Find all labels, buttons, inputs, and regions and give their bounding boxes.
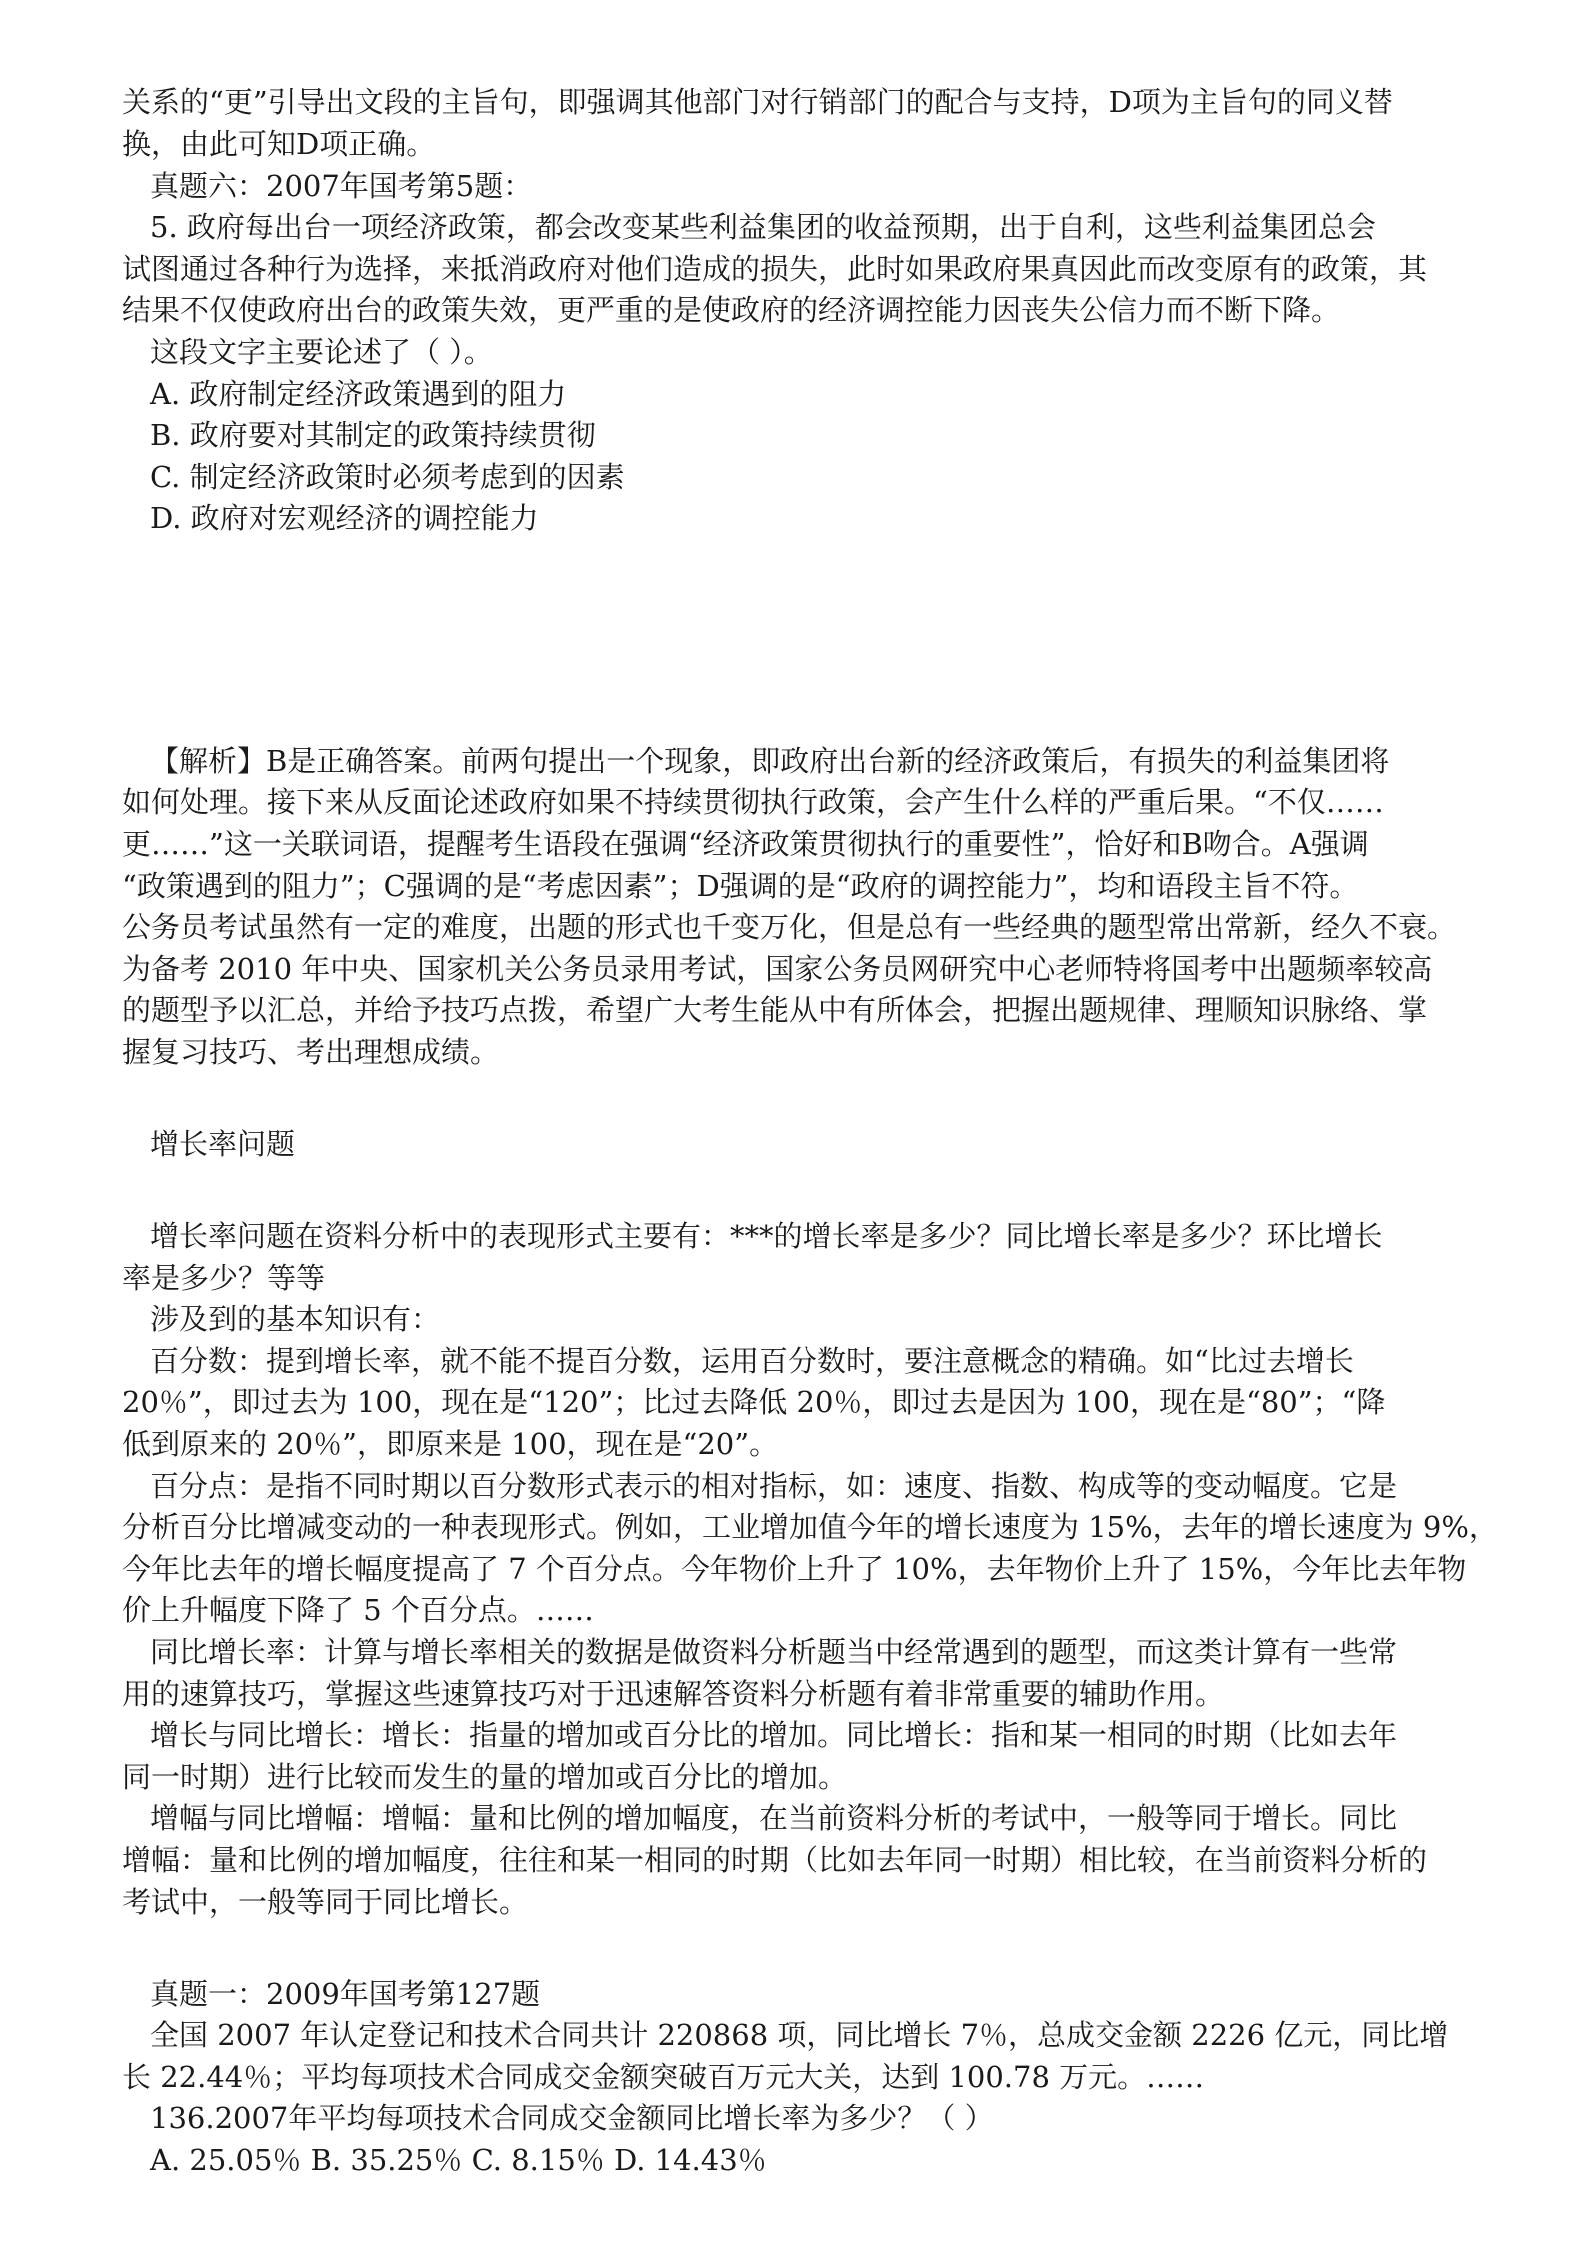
analysis-text: 【解析】B是正确答案。前两句提出一个现象，即政府出台新的经济政策后，有损失的利益集团将: [150, 744, 1390, 778]
option-d: D. 政府对宏观经济的调控能力: [150, 501, 539, 535]
body-text: 用的速算技巧，掌握这些速算技巧对于迅速解答资料分析题有着非常重要的辅助作用。: [122, 1677, 1225, 1711]
body-text: 增幅与同比增幅：增幅：量和比例的增加幅度，在当前资料分析的考试中，一般等同于增长。同比: [150, 1801, 1398, 1835]
body-text: 价上升幅度下降了 5 个百分点。……: [122, 1593, 594, 1627]
option-a: A. 政府制定经济政策遇到的阻力: [150, 377, 567, 411]
intro-text: 的题型予以汇总，并给予技巧点拨，希望广大考生能从中有所体会，把握出题规律、理顺知识脉络、掌: [122, 993, 1428, 1027]
question-text: 试图通过各种行为选择，来抵消政府对他们造成的损失，此时如果政府果真因此而改变原有的政策，其: [122, 252, 1428, 286]
answer-options: A. 25.05％ B. 35.25％ C. 8.15％ D. 14.43％: [150, 2143, 767, 2177]
question-prompt: 这段文字主要论述了（ ）。: [150, 335, 493, 369]
body-text: 低到原来的 20％”，即原来是 100，现在是“20”。: [122, 1427, 779, 1461]
body-text: 百分数：提到增长率，就不能不提百分数，运用百分数时，要注意概念的精确。如“比过去增长: [150, 1344, 1354, 1378]
body-text: 同一时期）进行比较而发生的量的增加或百分比的增加。: [122, 1760, 848, 1794]
question-text: 全国 2007 年认定登记和技术合同共计 220868 项，同比增长 7％，总成交金额 2226 亿元，同比增: [150, 2018, 1449, 2052]
question-text: 结果不仅使政府出台的政策失效，更严重的是使政府的经济调控能力因丧失公信力而不断下降。: [122, 293, 1341, 327]
body-text: 今年比去年的增长幅度提高了 7 个百分点。今年物价上升了 10%，去年物价上升了 15%，今年比去年物: [122, 1552, 1467, 1586]
body-text: 率是多少？等等: [122, 1261, 326, 1295]
intro-text: 为备考 2010 年中央、国家机关公务员录用考试，国家公务员网研究中心老师特将国考中出题频率较高: [122, 952, 1433, 986]
question-prompt: 136.2007年平均每项技术合同成交金额同比增长率为多少？（ ）: [150, 2101, 994, 2135]
body-text: 百分点：是指不同时期以百分数形式表示的相对指标，如：速度、指数、构成等的变动幅度。它是: [150, 1469, 1398, 1503]
option-b: B. 政府要对其制定的政策持续贯彻: [150, 418, 596, 452]
question-text: 长 22.44％；平均每项技术合同成交金额突破百万元大关，达到 100.78 万元。……: [122, 2060, 1205, 2094]
body-text: 分析百分比增减变动的一种表现形式。例如，工业增加值今年的增长速度为 15%，去年的增长速度为 9%，: [122, 1510, 1498, 1544]
intro-text: 握复习技巧、考出理想成绩。: [122, 1035, 500, 1069]
body-text: 增长与同比增长：增长：指量的增加或百分比的增加。同比增长：指和某一相同的时期（比如去年: [150, 1718, 1398, 1752]
option-c: C. 制定经济政策时必须考虑到的因素: [150, 460, 625, 494]
body-text: 增长率问题在资料分析中的表现形式主要有：***的增长率是多少？同比增长率是多少？环比增长: [150, 1219, 1383, 1253]
analysis-text: 如何处理。接下来从反面论述政府如果不持续贯彻执行政策，会产生什么样的严重后果。“不仅……: [122, 785, 1384, 819]
body-text: 20％”，即过去为 100，现在是“120”；比过去降低 20％，即过去是因为 100，现在是“80”；“降: [122, 1385, 1386, 1419]
question-text: 5. 政府每出台一项经济政策，都会改变某些利益集团的收益预期，出于自利，这些利益集团总会: [150, 210, 1376, 244]
section-heading: 真题一：2009年国考第127题: [150, 1977, 541, 2011]
topic-heading: 增长率问题: [150, 1127, 296, 1161]
body-text: 同比增长率：计算与增长率相关的数据是做资料分析题当中经常遇到的题型，而这类计算有一些常: [150, 1635, 1398, 1669]
analysis-text: 更……”这一关联词语，提醒考生语段在强调“经济政策贯彻执行的重要性”，恰好和B吻合。A强调: [122, 827, 1369, 861]
section-heading: 真题六：2007年国考第5题：: [150, 169, 533, 203]
analysis-text: “政策遇到的阻力”；C强调的是“考虑因素”；D强调的是“政府的调控能力”，均和语段主旨不符。: [122, 869, 1359, 903]
text-line: 换，由此可知D项正确。: [122, 127, 436, 161]
body-text: 涉及到的基本知识有：: [150, 1302, 441, 1336]
text-line: 关系的“更”引导出文段的主旨句，即强调其他部门对行销部门的配合与支持，D项为主旨句的同义替: [122, 85, 1393, 119]
intro-text: 公务员考试虽然有一定的难度，出题的形式也千变万化，但是总有一些经典的题型常出常新，经久不衰。: [122, 910, 1457, 944]
body-text: 考试中，一般等同于同比增长。: [122, 1885, 529, 1919]
body-text: 增幅：量和比例的增加幅度，往往和某一相同的时期（比如去年同一时期）相比较，在当前资料分析的: [122, 1843, 1428, 1877]
